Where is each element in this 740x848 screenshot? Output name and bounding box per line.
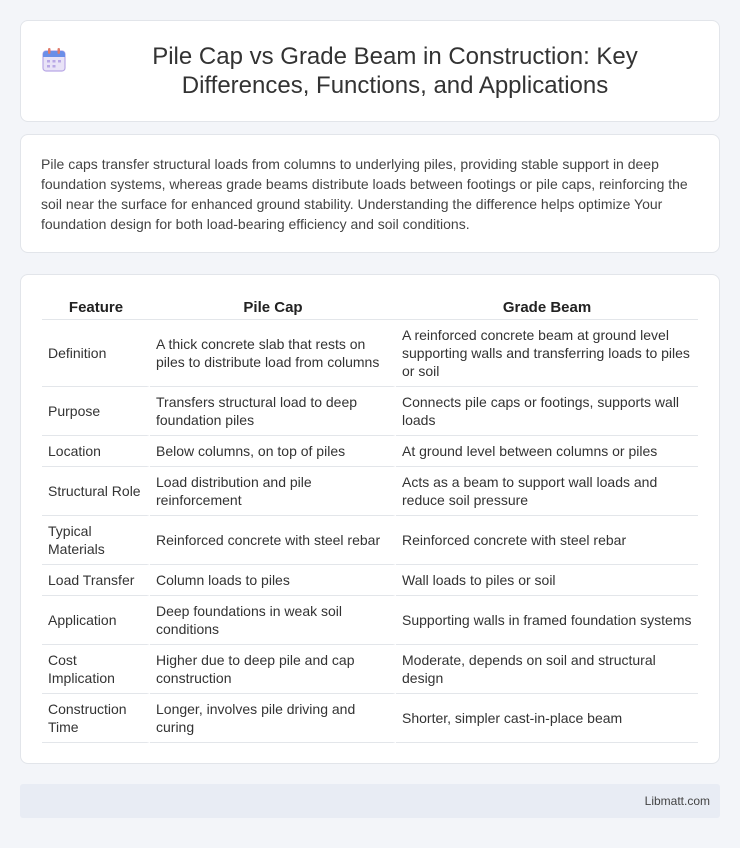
pile-cap-cell: Deep foundations in weak soil conditions [150,596,396,645]
table-row [42,645,698,694]
calendar-icon [40,46,68,74]
table-row [42,320,698,387]
feature-cell: Application [42,596,150,645]
grade-beam-cell: Acts as a beam to support wall loads and reduce soil pressure [396,467,698,516]
grade-beam-cell: Connects pile caps or footings, supports wall loads [396,387,698,436]
table-row [42,596,698,645]
table-row [42,436,698,467]
table-row [42,387,698,436]
feature-cell: Construction Time [42,694,150,743]
footer-bar [20,784,720,818]
table-row [42,565,698,596]
grade-beam-cell: Reinforced concrete with steel rebar [396,516,698,565]
feature-cell: Location [42,436,150,467]
grade-beam-cell: Shorter, simpler cast-in-place beam [396,694,698,743]
feature-cell: Definition [42,320,150,387]
pile-cap-cell: Load distribution and pile reinforcement [150,467,396,516]
table-row [42,694,698,743]
feature-cell: Cost Implication [42,645,150,694]
grade-beam-cell: Moderate, depends on soil and structural design [396,645,698,694]
pile-cap-cell: Higher due to deep pile and cap construction [150,645,396,694]
header-feature: Feature [42,297,150,320]
intro-paragraph: Pile caps transfer structural loads from columns to underlying piles, providing stable support in deep foundation systems, whereas grade beams distribute loads between footings or pile caps, reinforcing the soil near the surface for enhanced ground stability. Understanding the difference helps optimize Your foundation design for both load-bearing efficiency and soil conditions. [41,156,688,232]
feature-cell: Structural Role [42,467,150,516]
grade-beam-cell: At ground level between columns or piles [396,436,698,467]
intro-card [20,134,720,253]
grade-beam-cell: Supporting walls in framed foundation systems [396,596,698,645]
title-card [20,20,720,122]
table-header-row [42,297,698,320]
pile-cap-cell: Transfers structural load to deep foundation piles [150,387,396,436]
feature-cell: Load Transfer [42,565,150,596]
pile-cap-cell: Below columns, on top of piles [150,436,396,467]
header-grade-beam: Grade Beam [396,297,698,320]
table-row [42,516,698,565]
pile-cap-cell: Reinforced concrete with steel rebar [150,516,396,565]
footer-brand-link[interactable]: Libmatt.com [644,794,710,808]
pile-cap-cell: Longer, involves pile driving and curing [150,694,396,743]
table-row [42,467,698,516]
pile-cap-cell: A thick concrete slab that rests on piles to distribute load from columns [150,320,396,387]
page-title: Pile Cap vs Grade Beam in Construction: Key Differences, Functions, and Applications [152,43,638,99]
comparison-table [42,297,698,743]
feature-cell: Typical Materials [42,516,150,565]
grade-beam-cell: A reinforced concrete beam at ground level supporting walls and transferring loads to piles or soil [396,320,698,387]
header-pile-cap: Pile Cap [150,297,396,320]
feature-cell: Purpose [42,387,150,436]
grade-beam-cell: Wall loads to piles or soil [396,565,698,596]
comparison-table-card [20,274,720,764]
pile-cap-cell: Column loads to piles [150,565,396,596]
title-container [40,42,700,100]
